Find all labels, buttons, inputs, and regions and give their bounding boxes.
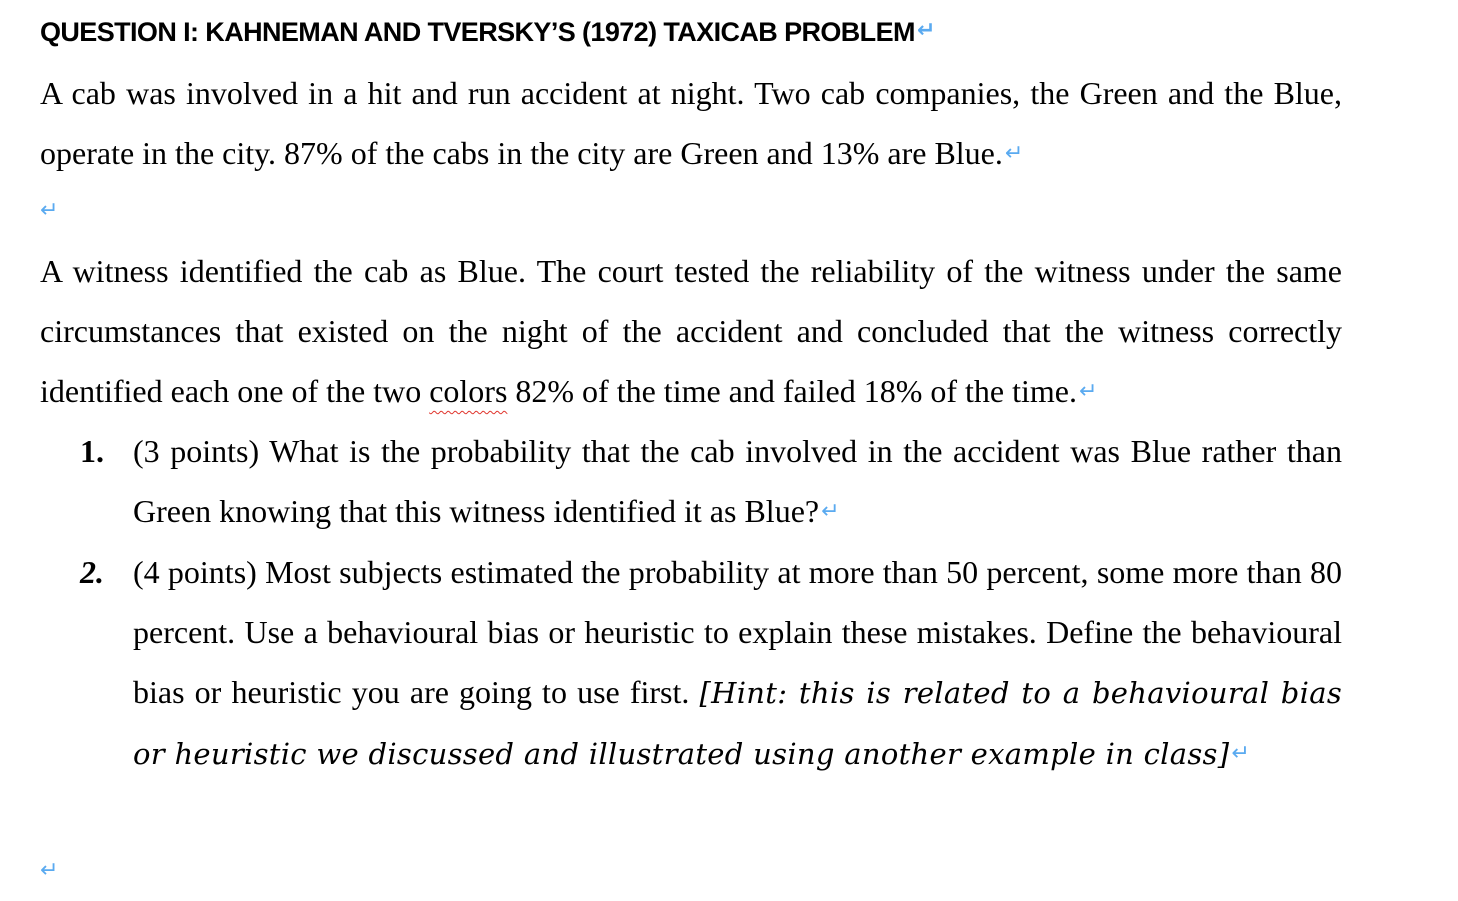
intro-text: A cab was involved in a hit and run accident at night. Two cab companies, the Green and the Blue, operate in the city. 87% of the cabs in the city are Green and 13% are Blue. — [40, 75, 1342, 171]
list-number: 2. — [80, 554, 104, 590]
list-number: 1. — [80, 433, 104, 469]
paragraph-mark-icon: ↵ — [1004, 141, 1024, 166]
question-heading — [40, 12, 935, 51]
witness-text-before: A witness identified the cab as Blue. The court tested the reliability of the witness under the same circumstances that existed on the night of the accident and concluded that the witness correctly identified each one of the two — [40, 253, 1342, 409]
paragraph-mark-icon: ↵ — [916, 18, 935, 43]
spellcheck-flagged-word[interactable]: colors — [429, 373, 508, 409]
question-text: (3 points) What is the probability that the cab involved in the accident was Blue rather than Green knowing that this witness identified it as Blue? — [133, 433, 1342, 529]
empty-paragraph — [40, 840, 1342, 901]
questions-list — [80, 421, 1342, 784]
hint-text: [Hint: this is related to a behavioural bias or heuristic we discussed and illustrated using another example in class] — [133, 676, 1343, 771]
question-item-1 — [80, 421, 1342, 542]
empty-paragraph — [40, 180, 1342, 241]
paragraph-mark-icon: ↵ — [40, 198, 59, 223]
witness-text-after: 82% of the time and failed 18% of the time. — [507, 373, 1077, 409]
paragraph-mark-icon: ↵ — [821, 499, 840, 524]
paragraph-mark-icon: ↵ — [1231, 741, 1250, 766]
question-item-2 — [80, 542, 1342, 784]
intro-paragraph — [40, 63, 1342, 184]
paragraph-mark-icon: ↵ — [40, 858, 59, 883]
heading-text: QUESTION I: KAHNEMAN AND TVERSKY’S (1972) TAXICAB PROBLEM — [40, 17, 915, 47]
question-text: (4 points) Most subjects estimated the probability at more than 50 percent, some more than 80 percent. Use a behavioural bias or heuristic to explain these mistakes. Define the behavioural bias or heuristic you are going to use first. — [133, 554, 1342, 710]
paragraph-mark-icon: ↵ — [1079, 379, 1098, 404]
witness-paragraph — [40, 241, 1342, 422]
